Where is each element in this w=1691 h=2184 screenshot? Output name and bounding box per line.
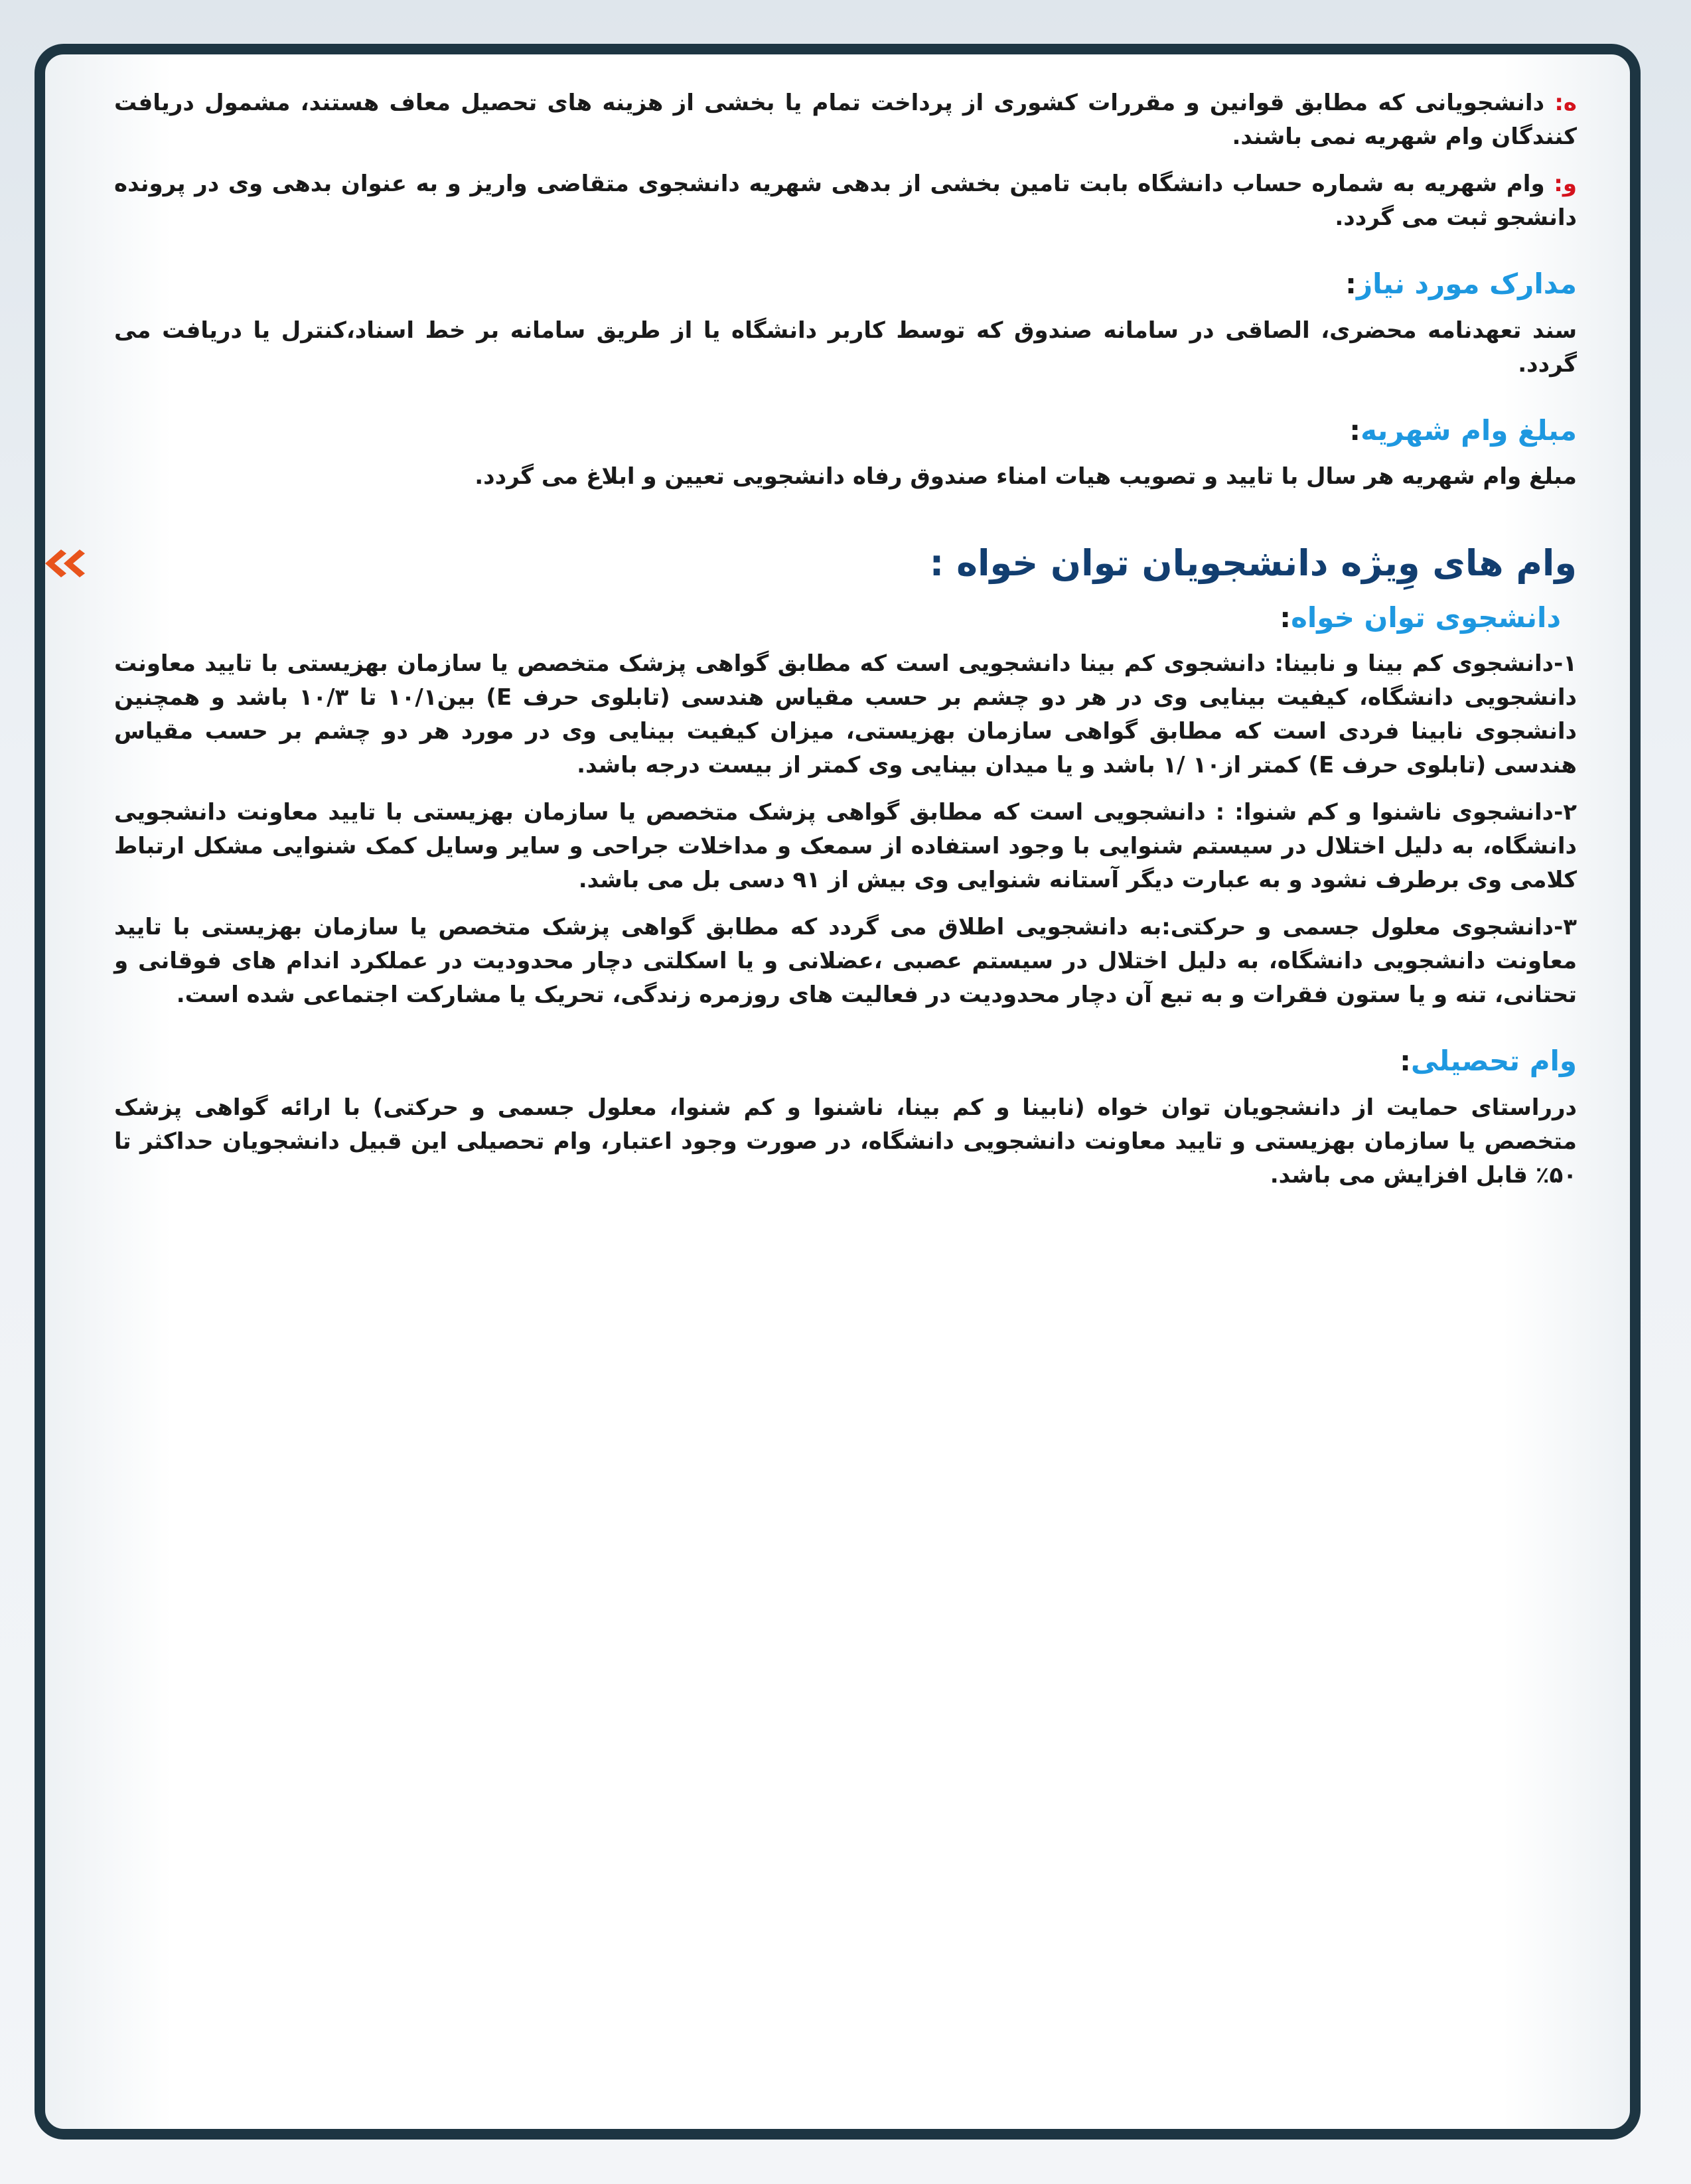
list-item-physically-disabled: ۳-دانشجوی معلول جسمی و حرکتی:به دانشجویی اطلاق می گردد که مطابق گواهی پزشک متخصص یا سازمان بهزیستی با تایید معاونت دانشجویی دانشگاه، به دلیل اختلال در سیستم عصبی ،عضلانی و یا اسکلتی دچار محدودیت در عملکرد اندام های فوقانی و تحتانی، تنه و یا ستون فقرات و به تبع آن دچار محدودیت در فعالیت های روزمره زندگی، تحریک یا مشارکت اجتماعی شده است. — [114, 914, 1577, 1009]
education-loan-title: وام تحصیلی — [1410, 1045, 1577, 1078]
document-body — [114, 86, 1577, 1193]
paragraph-h-text: دانشجویانی که مطابق قوانین و مقررات کشوری از پرداخت تمام یا بخشی از هزینه های تحصیل معاف هستند، مشمول دریافت کنندگان وام شهریه نمی باشند. — [114, 90, 1577, 150]
education-loan-text: درراستای حمایت از دانشجویان توان خواه (نابینا و کم بینا، ناشنوا و کم شنوا، معلول جسمی و حرکتی) با ارائه گواهی پزشک متخصص یا سازمان بهزیستی و تایید معاونت دانشجویی دانشگاه، در صورت وجود اعتبار، وام تحصیلی این قبیل دانشجویان حداکثر تا ۵۰٪ قابل افزایش می باشد. — [114, 1094, 1577, 1189]
paragraph-v-text: وام شهریه به شماره حساب دانشگاه بابت تامین بخشی از بدهی شهریه دانشجوی متقاضی واریز و به عنوان بدهی وی در پرونده دانشجو ثبت می گردد. — [114, 171, 1577, 231]
required-documents-title: مدارک مورد نیاز — [1356, 267, 1577, 300]
required-documents-heading — [114, 265, 1577, 303]
heading-colon: : — [1349, 413, 1361, 447]
list-item-hearing-impaired: ۲-دانشجوی ناشنوا و کم شنوا: : دانشجویی است که مطابق گواهی پزشک متخصص یا سازمان بهزیستی با تایید معاونت دانشجویی دانشگاه، به دلیل اختلال در سیستم شنوایی با وجود استفاده از سمعک و مداخلات جراحی و سایر وسایل کمک شنوایی مشکل ارتباط کلامی وی برطرف نشود و به عبارت دیگر آستانه شنوایی وی بیش از ۹۱ دسی بل می باشد. — [114, 799, 1577, 894]
education-loan-heading — [114, 1043, 1577, 1080]
item-letter-v: و: — [1554, 171, 1577, 197]
disabled-student-heading — [114, 599, 1561, 637]
loan-amount-text: مبلغ وام شهریه هر سال با تایید و تصویب هیات امناء صندوق رفاه دانشجویی تعیین و ابلاغ می گردد. — [475, 463, 1577, 490]
special-loans-heading-row — [114, 540, 1577, 587]
heading-colon: : — [1400, 1045, 1411, 1078]
disabled-student-title: دانشجوی توان خواه — [1291, 601, 1561, 634]
heading-colon: : — [1345, 267, 1357, 300]
loan-amount-title: مبلغ وام شهریه — [1360, 413, 1577, 447]
required-documents-text: سند تعهدنامه محضری، الصاقی در سامانه صندوق که توسط کاربر دانشگاه یا از طریق سامانه بر خط اسناد،کنترل یا دریافت می گردد. — [114, 317, 1577, 378]
loan-amount-heading — [114, 412, 1577, 450]
double-chevron-left-icon — [41, 547, 88, 580]
special-loans-heading: وام های وِیژه دانشجویان توان خواه : — [929, 542, 1577, 585]
list-item-visually-impaired: ۱-دانشجوی کم بینا و نابینا: دانشجوی کم بینا دانشجویی است که مطابق گواهی پزشک متخصص یا سازمان بهزیستی با تایید معاونت دانشجویی دانشگاه، کیفیت بینایی وی در هر دو چشم بر حسب مقیاس هندسی (تابلوی حرف E) بین۱۰/۱ تا ۱۰/۳ باشد و همچنین دانشجوی نابینا فردی است که مطابق گواهی سازمان بهزیستی، میزان کیفیت بینایی وی در مورد هر دو چشم بر حسب مقیاس هندسی (تابلوی حرف E) کمتر از۱۰ /۱ باشد و یا میدان بینایی وی کمتر از بیست درجه باشد. — [114, 650, 1577, 779]
paragraph-v — [114, 167, 1577, 235]
paragraph-h — [114, 86, 1577, 154]
heading-colon: : — [1280, 601, 1291, 634]
item-letter-h: ه: — [1554, 90, 1577, 116]
